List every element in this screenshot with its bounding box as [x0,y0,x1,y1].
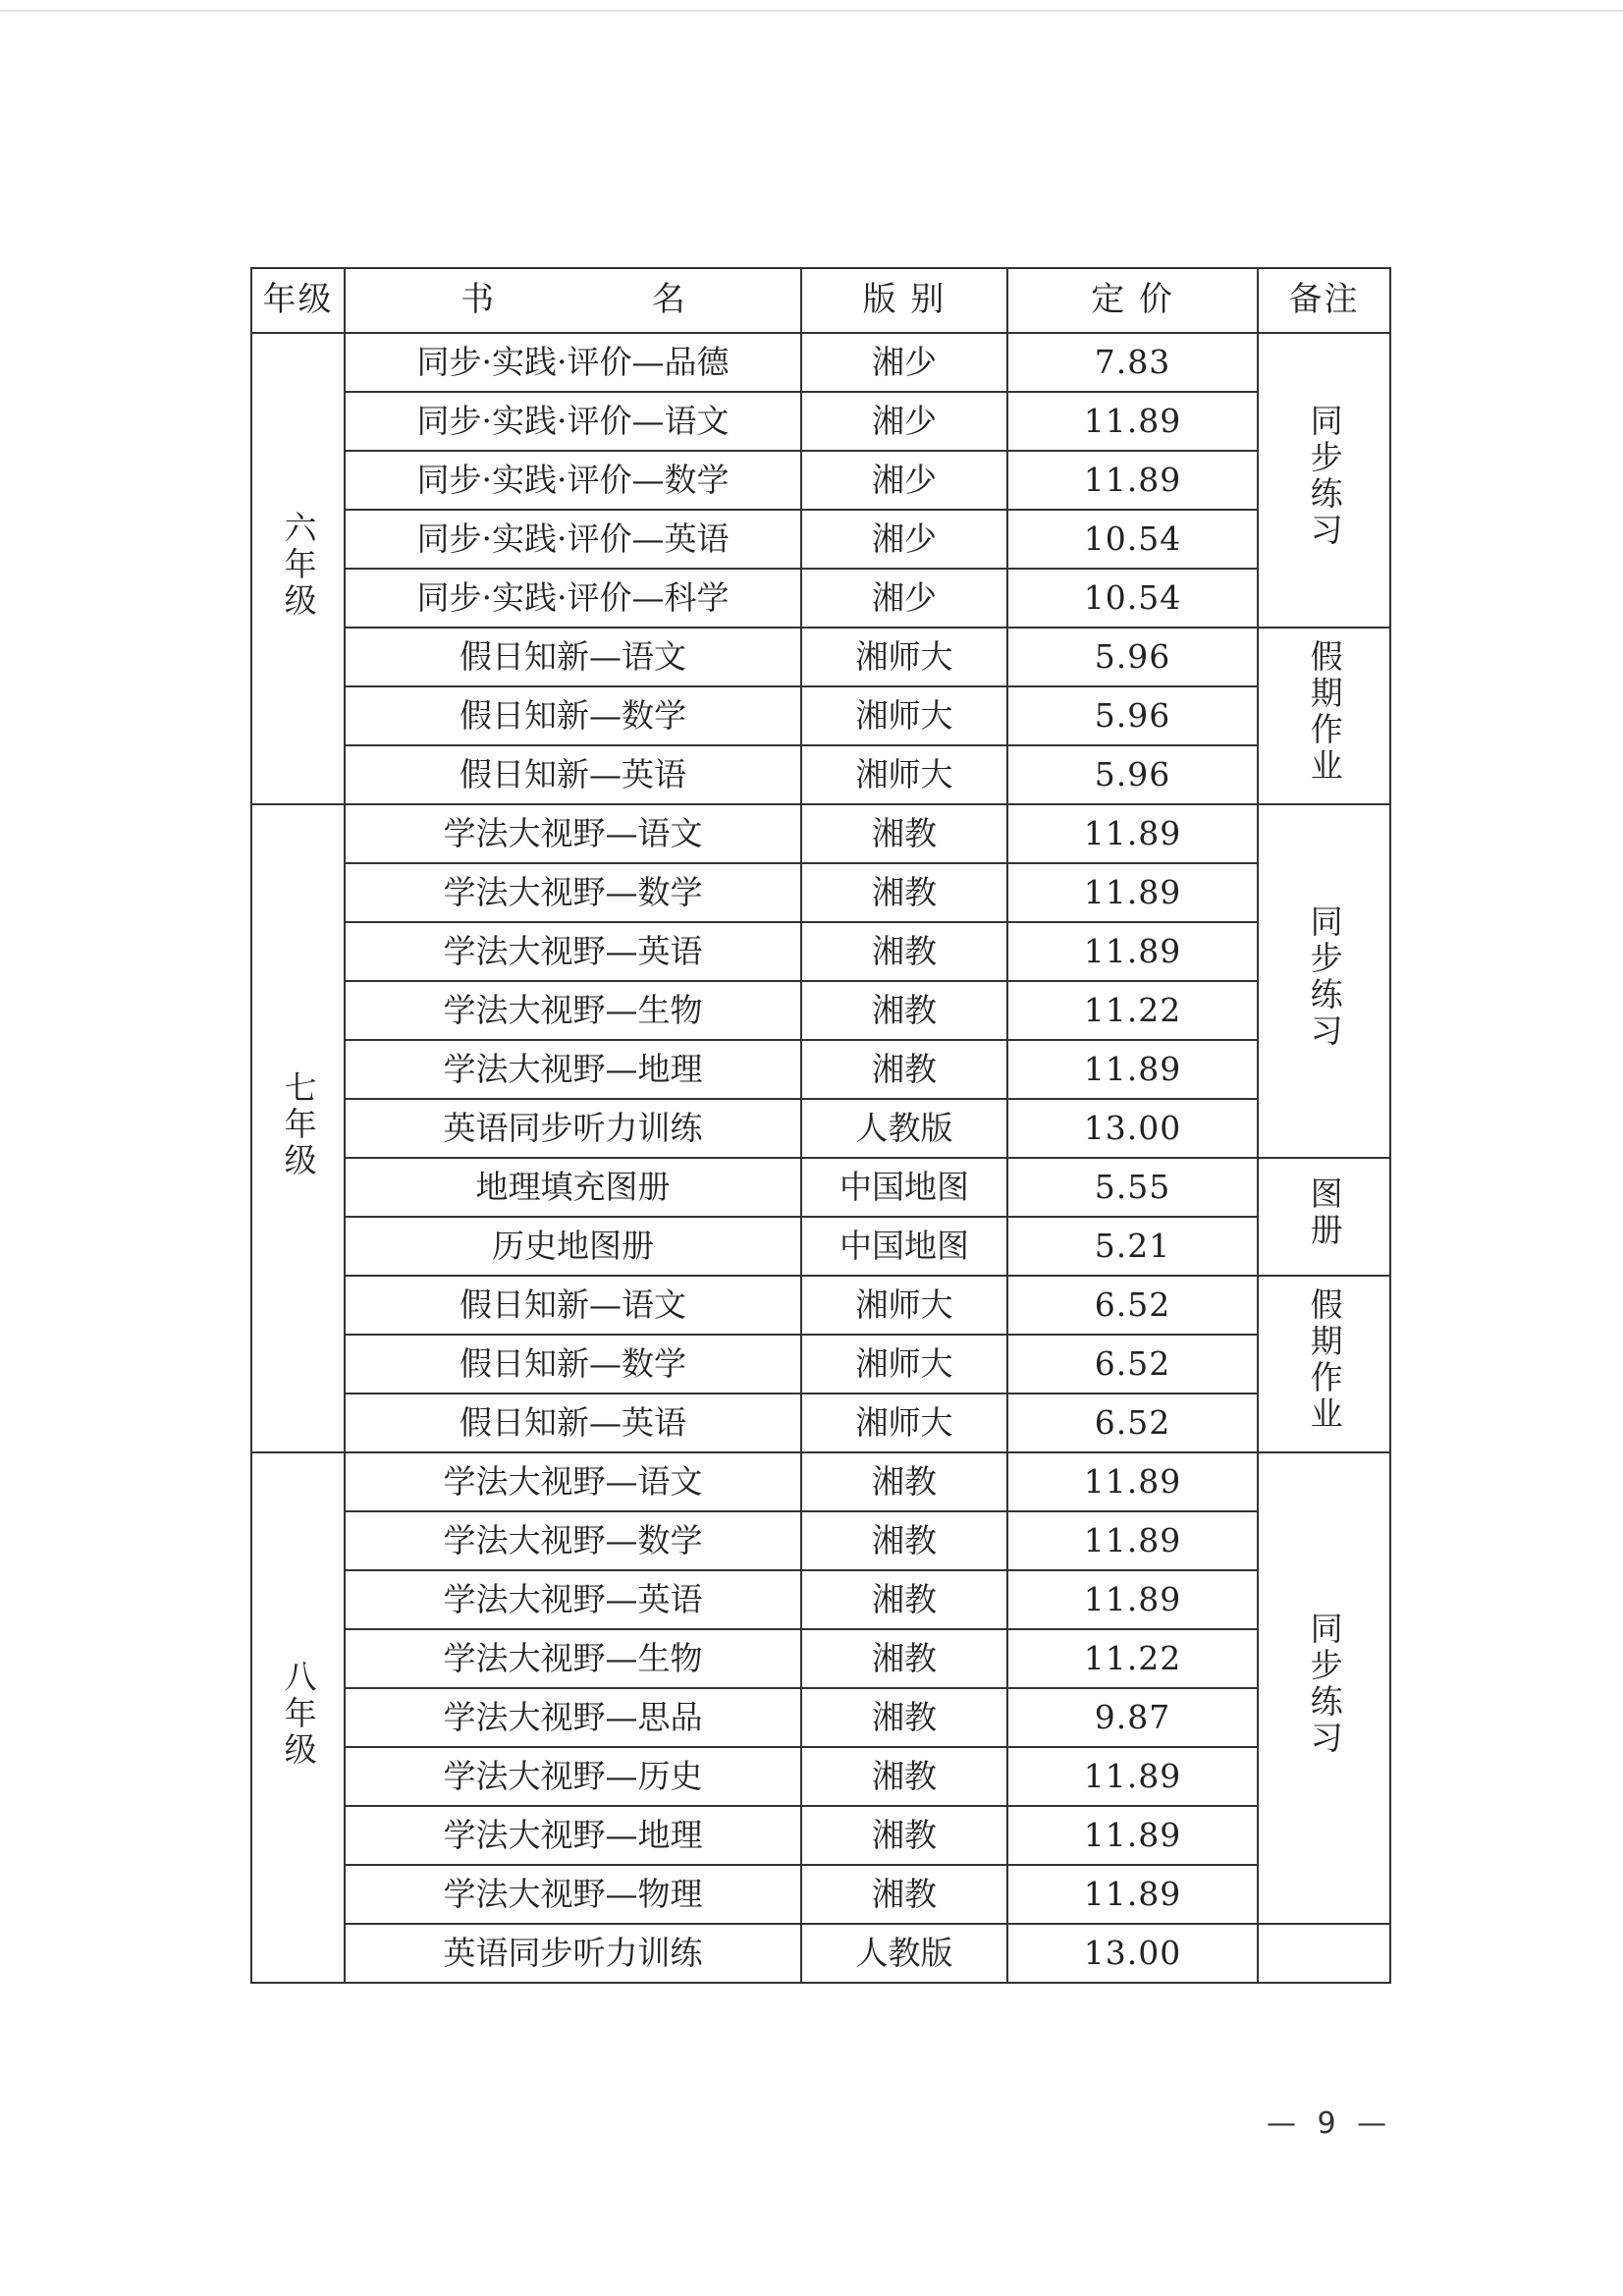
price-cell: 11.89 [1007,451,1258,510]
table-row [251,1335,1390,1394]
price-cell: 13.00 [1007,1099,1258,1158]
note-label: 图册 [1305,1176,1344,1250]
edition-cell: 湘少 [801,333,1007,392]
price-cell: 10.54 [1007,510,1258,569]
table-row [251,1688,1390,1747]
book-name-cell: 同步·实践·评价—科学 [345,569,801,628]
table-row [251,922,1390,981]
edition-cell: 湘少 [801,510,1007,569]
edition-cell: 湘少 [801,569,1007,628]
note-label: 同步练习 [1305,904,1344,1051]
price-cell: 6.52 [1007,1276,1258,1335]
table-row [251,1511,1390,1570]
note-cell [1258,1158,1390,1276]
table-body [251,333,1390,1983]
table-row [251,1747,1390,1806]
book-name-cell: 学法大视野—语文 [345,1452,801,1511]
price-cell: 5.96 [1007,745,1258,804]
book-name-cell: 假日知新—数学 [345,1335,801,1394]
price-cell: 5.21 [1007,1217,1258,1276]
table-row [251,1040,1390,1099]
edition-cell: 湘师大 [801,1335,1007,1394]
price-cell: 11.89 [1007,863,1258,922]
edition-cell: 湘教 [801,1511,1007,1570]
price-cell: 11.89 [1007,1570,1258,1629]
header-price: 定 价 [1007,268,1258,333]
grade-cell [251,1452,345,1983]
table-row [251,745,1390,804]
page-number: — 9 — [1267,2106,1393,2141]
table-row [251,1629,1390,1688]
table-row [251,451,1390,510]
book-name-cell: 同步·实践·评价—品德 [345,333,801,392]
book-name-cell: 英语同步听力训练 [345,1099,801,1158]
edition-cell: 中国地图 [801,1158,1007,1217]
table-row [251,1570,1390,1629]
price-cell: 11.89 [1007,1452,1258,1511]
table-row [251,392,1390,451]
grade-cell [251,333,345,804]
price-cell: 11.22 [1007,1629,1258,1688]
edition-cell: 湘教 [801,1806,1007,1865]
price-cell: 5.96 [1007,628,1258,686]
book-name-cell: 学法大视野—英语 [345,1570,801,1629]
book-name-cell: 假日知新—英语 [345,1394,801,1452]
table-row [251,333,1390,392]
price-cell: 11.89 [1007,1806,1258,1865]
table-row [251,1452,1390,1511]
edition-cell: 湘少 [801,451,1007,510]
book-name-cell: 学法大视野—生物 [345,1629,801,1688]
book-name-cell: 学法大视野—物理 [345,1865,801,1924]
price-cell: 13.00 [1007,1924,1258,1983]
edition-cell: 湘教 [801,981,1007,1040]
table-row [251,510,1390,569]
table-row [251,1394,1390,1452]
table-row [251,569,1390,628]
book-name-cell: 历史地图册 [345,1217,801,1276]
book-name-cell: 假日知新—英语 [345,745,801,804]
book-name-cell: 学法大视野—数学 [345,1511,801,1570]
price-cell: 11.89 [1007,1040,1258,1099]
edition-cell: 湘教 [801,804,1007,863]
header-note: 备注 [1258,268,1390,333]
book-name-cell: 学法大视野—地理 [345,1806,801,1865]
note-label: 假期作业 [1305,639,1344,786]
book-name-cell: 同步·实践·评价—英语 [345,510,801,569]
header-edition: 版 别 [801,268,1007,333]
note-cell [1258,628,1390,804]
edition-cell: 中国地图 [801,1217,1007,1276]
grade-cell [251,804,345,1452]
header-book-name-text: 书 名 [460,280,685,320]
grade-label: 八年级 [279,1659,318,1769]
edition-cell: 湘师大 [801,686,1007,745]
book-name-cell: 学法大视野—地理 [345,1040,801,1099]
edition-cell: 湘教 [801,863,1007,922]
edition-cell: 湘师大 [801,628,1007,686]
book-name-cell: 学法大视野—数学 [345,863,801,922]
book-name-cell: 英语同步听力训练 [345,1924,801,1983]
price-cell: 9.87 [1007,1688,1258,1747]
price-cell: 11.89 [1007,1511,1258,1570]
header-book-name [345,268,801,333]
edition-cell: 湘教 [801,1570,1007,1629]
book-name-cell: 学法大视野—思品 [345,1688,801,1747]
note-cell [1258,1452,1390,1924]
edition-cell: 湘教 [801,1452,1007,1511]
book-name-cell: 假日知新—数学 [345,686,801,745]
note-label: 同步练习 [1305,1612,1344,1758]
grade-label: 六年级 [279,510,318,620]
price-cell: 11.89 [1007,804,1258,863]
edition-cell: 湘师大 [801,1276,1007,1335]
book-name-cell: 同步·实践·评价—数学 [345,451,801,510]
book-name-cell: 学法大视野—生物 [345,981,801,1040]
edition-cell: 湘少 [801,392,1007,451]
edition-cell: 湘教 [801,1040,1007,1099]
table-row [251,686,1390,745]
price-cell: 5.55 [1007,1158,1258,1217]
price-cell: 5.96 [1007,686,1258,745]
edition-cell: 湘教 [801,922,1007,981]
table-row [251,1865,1390,1924]
price-cell: 10.54 [1007,569,1258,628]
table-row [251,863,1390,922]
price-cell: 11.89 [1007,922,1258,981]
table-row [251,1158,1390,1217]
edition-cell: 湘教 [801,1747,1007,1806]
note-label: 假期作业 [1305,1287,1344,1434]
edition-cell: 人教版 [801,1924,1007,1983]
table-row [251,1276,1390,1335]
edition-cell: 湘师大 [801,745,1007,804]
book-name-cell: 假日知新—语文 [345,1276,801,1335]
price-cell: 11.22 [1007,981,1258,1040]
edition-cell: 湘教 [801,1688,1007,1747]
book-name-cell: 学法大视野—语文 [345,804,801,863]
book-name-cell: 学法大视野—历史 [345,1747,801,1806]
table-row [251,1806,1390,1865]
table-row [251,1924,1390,1983]
table-row [251,804,1390,863]
edition-cell: 湘教 [801,1865,1007,1924]
table-row [251,1217,1390,1276]
table-row [251,1099,1390,1158]
table-row [251,981,1390,1040]
price-cell: 11.89 [1007,1747,1258,1806]
edition-cell: 湘教 [801,1629,1007,1688]
price-cell: 11.89 [1007,1865,1258,1924]
book-price-table [250,267,1391,1984]
note-cell [1258,804,1390,1158]
book-name-cell: 假日知新—语文 [345,628,801,686]
price-cell: 6.52 [1007,1335,1258,1394]
price-cell: 7.83 [1007,333,1258,392]
note-label: 同步练习 [1305,404,1344,550]
table-row [251,628,1390,686]
edition-cell: 湘师大 [801,1394,1007,1452]
book-name-cell: 地理填充图册 [345,1158,801,1217]
book-name-cell: 同步·实践·评价—语文 [345,392,801,451]
header-grade: 年级 [251,268,345,333]
price-cell: 6.52 [1007,1394,1258,1452]
table-header-row [251,268,1390,333]
price-cell: 11.89 [1007,392,1258,451]
book-name-cell: 学法大视野—英语 [345,922,801,981]
edition-cell: 人教版 [801,1099,1007,1158]
page-top-border [0,10,1623,12]
note-cell [1258,1924,1390,1983]
grade-label: 七年级 [279,1069,318,1179]
note-cell [1258,1276,1390,1452]
note-cell [1258,333,1390,628]
